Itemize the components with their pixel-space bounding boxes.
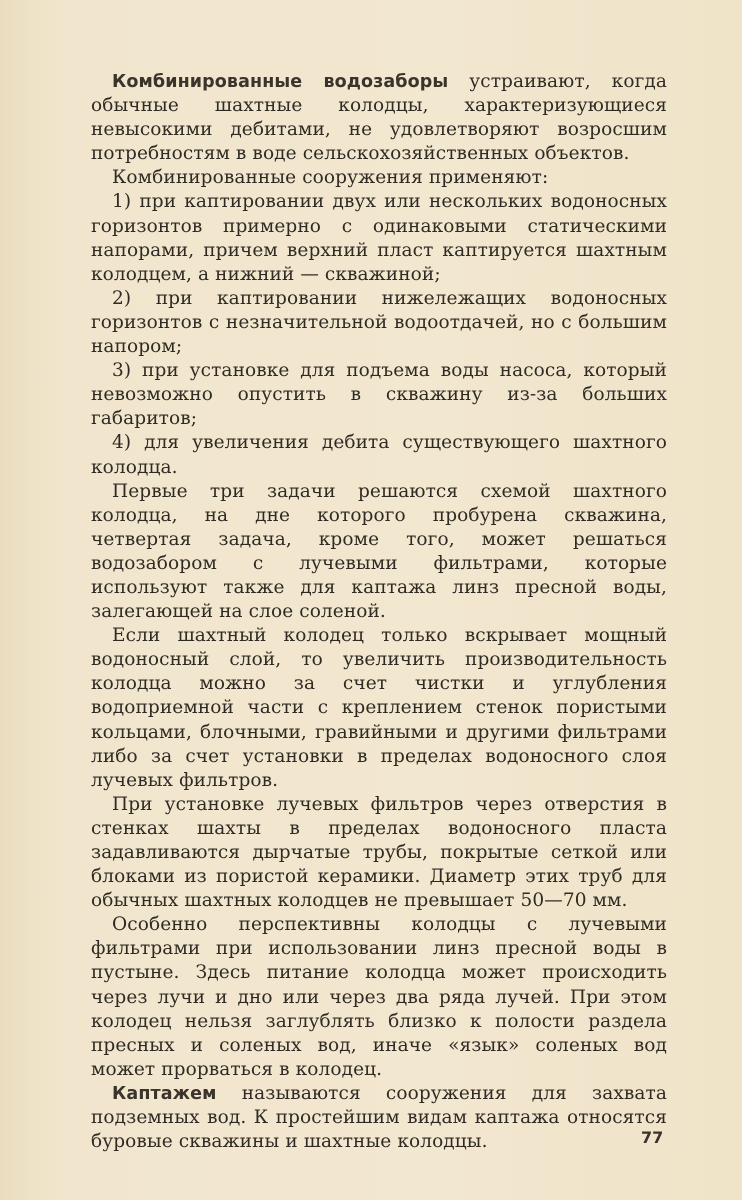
paragraph-text: Если шахтный колодец только вскрывает мощный водоносный слой, то увеличить производительность колодца можно за счет чистки и углубления водоприемной части с креплением стенок пористыми кольцами, блочными, гравийными и другими фильтрами либо за счет установки в пределах водоносного слоя лучевых фильтров.	[91, 625, 667, 791]
paragraph-desert-lenses	[91, 913, 667, 1082]
paragraph-text: Комбинированные сооружения применяют:	[112, 167, 549, 189]
paragraph-text: Первые три задачи решаются схемой шахтного колодца, на дне которого пробурена скважина, четвертая задача, кроме того, может решаться водозабором с лучевыми фильтрами, которые используют также для каптажа линз пресной воды, залегающей на слое соленой.	[91, 480, 667, 623]
paragraph-ray-filters	[91, 793, 667, 913]
page-number: 77	[641, 1128, 664, 1147]
list-item-3	[91, 359, 667, 431]
paragraph-first-three-tasks	[91, 480, 667, 625]
bold-term: Каптажем	[112, 1083, 217, 1104]
paragraph-productivity	[91, 624, 667, 793]
list-item-1	[91, 190, 667, 286]
paragraph-text: 1) при каптировании двух или нескольких водоносных горизонтов примерно с одинаковыми статическими напорами, причем верхний пласт каптируется шахтным колодцем, а нижний — скважиной;	[91, 191, 667, 285]
paragraph-combined-intakes	[91, 70, 667, 166]
paragraph-text: Особенно перспективны колодцы с лучевыми фильтрами при использовании линз пресной воды в пустыне. Здесь питание колодца может происходить через лучи и дно или через два ряда лучей. При этом колодец нельзя заглублять близко к полости раздела пресных и соленых вод, иначе «язык» соленых вод может прорваться в колодец.	[91, 914, 667, 1080]
list-item-4	[91, 431, 667, 479]
paragraph-text: 4) для увеличения дебита существующего шахтного колодца.	[91, 432, 667, 478]
paragraph-captage	[91, 1082, 667, 1154]
paragraph-text: При установке лучевых фильтров через отверстия в стенках шахты в пределах водоносного пласта задавливаются дырчатые трубы, покрытые сеткой или блоками из пористой керамики. Диаметр этих труб для обычных шахтных колодцев не превышает 50—70 мм.	[91, 793, 667, 912]
paragraph-text: 2) при каптировании нижележащих водоносных горизонтов с незначительной водоотдачей, но с большим напором;	[91, 287, 667, 358]
paragraph-applications-intro	[91, 166, 667, 190]
bold-term: Комбинированные водозаборы	[112, 72, 449, 92]
paragraph-text: 3) при установке для подъема воды насоса, который невозможно опустить в скважину из-за больших габаритов;	[91, 360, 667, 430]
paragraph-text: называются сооружения для захвата подземных вод. К простейшим видам каптажа относятся буровые скважины и шахтные колодцы.	[91, 1082, 667, 1153]
text-column	[91, 70, 667, 1154]
list-item-2	[91, 287, 667, 359]
paragraph-text: устраивают, когда обычные шахтные колодцы, характеризующиеся невысокими дебитами, не удовлетворяют возросшим потребностям в воде сельскохозяйственных объектов.	[91, 71, 667, 165]
